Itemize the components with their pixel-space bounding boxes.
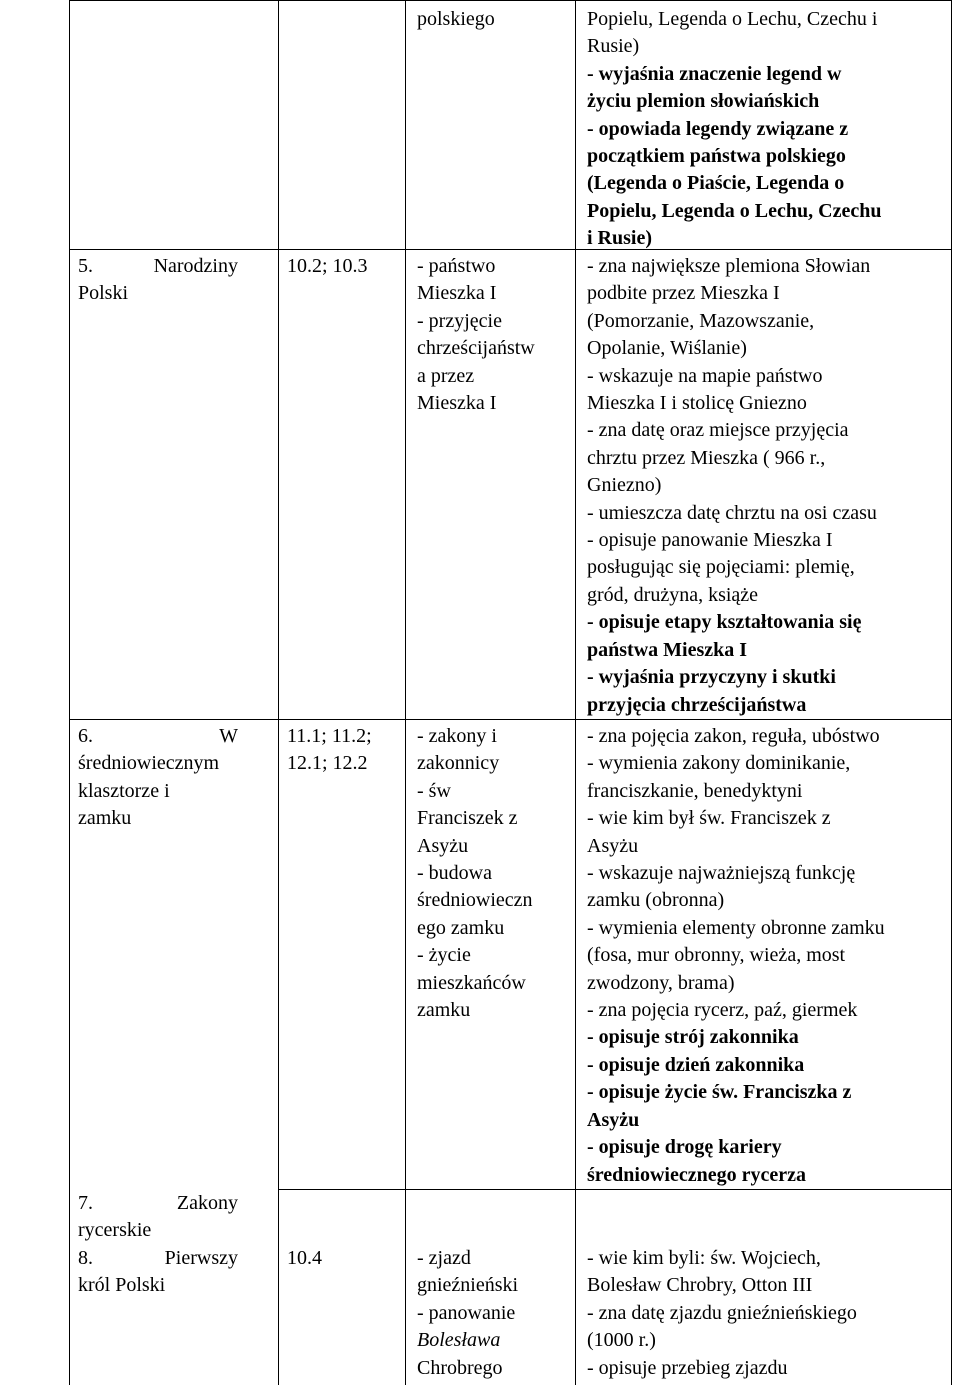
requirement-line: zamku (obronna)	[587, 889, 725, 912]
topic-line: - przyjęcie	[417, 309, 502, 332]
row-separator-3	[278, 1189, 952, 1190]
topic-line: gnieźnieński	[417, 1274, 519, 1297]
requirement-line: franciszkanie, benedyktyni	[587, 779, 803, 802]
requirement-line: - wymienia zakony dominikanie,	[587, 752, 851, 775]
requirement-line: Popielu, Legenda o Lechu, Czechu	[587, 199, 882, 222]
requirement-line: - zna największe plemiona Słowian	[587, 255, 871, 277]
topic-line: - państwo	[417, 255, 496, 277]
topic-cell	[417, 6, 495, 33]
lesson-title-line: 6. W	[78, 725, 238, 747]
requirement-line: Rusie)	[587, 35, 640, 58]
topic-line: - św	[417, 779, 451, 802]
requirement-line: Asyżu	[587, 1108, 640, 1131]
requirement-line: - opisuje drogę kariery	[587, 1136, 782, 1159]
topic-line: Chrobrego	[417, 1356, 503, 1379]
requirement-line: (Legenda o Piaście, Legenda o	[587, 172, 845, 195]
curriculum-code: 12.1; 12.2	[287, 752, 368, 775]
lesson-title-cell	[78, 253, 238, 308]
lesson-title-cell	[78, 1190, 238, 1300]
requirement-line: Popielu, Legenda o Lechu, Czechu i	[587, 8, 878, 30]
requirements-cell	[587, 1245, 857, 1382]
topic-line: zamku	[417, 999, 471, 1022]
requirement-line: (Pomorzanie, Mazowszanie,	[587, 309, 815, 332]
lesson-title-line: Polski	[78, 282, 129, 305]
topic-line: Franciszek z	[417, 807, 518, 830]
curriculum-code: 10.2; 10.3	[287, 255, 368, 277]
lesson-title-line: rycerskie	[78, 1219, 152, 1242]
requirement-line: chrztu przez Mieszka ( 966 r.,	[587, 446, 826, 469]
requirement-line: - opisuje życie św. Franciszka z	[587, 1081, 852, 1104]
requirement-line: - wskazuje na mapie państwo	[587, 364, 823, 387]
lesson-title-line: 5. Narodziny	[78, 255, 238, 277]
table-border-right	[951, 0, 952, 1385]
topic-line: Asyżu	[417, 834, 469, 857]
topic-line: polskiego	[417, 8, 495, 30]
requirement-line: Bolesław Chrobry, Otton III	[587, 1274, 813, 1297]
requirement-line: - wymienia elementy obronne zamku	[587, 916, 885, 939]
requirement-line: - wskazuje najważniejszą funkcję	[587, 862, 856, 885]
topic-cell	[417, 253, 535, 417]
requirement-line: - opisuje etapy kształtowania się	[587, 611, 862, 634]
topic-line: ego zamku	[417, 916, 505, 939]
curriculum-code-cell	[287, 723, 372, 778]
requirement-line: - zna datę zjazdu gnieźnieńskiego	[587, 1301, 857, 1324]
requirement-line: i Rusie)	[587, 227, 652, 250]
topic-line: Mieszka I	[417, 392, 497, 415]
requirement-line: przyjęcia chrześcijaństwa	[587, 693, 807, 716]
curriculum-code: 11.1; 11.2;	[287, 725, 372, 747]
requirement-line: Opolanie, Wiślanie)	[587, 337, 747, 360]
requirement-line: państwa Mieszka I	[587, 638, 748, 661]
requirement-line: - wyjaśnia przyczyny i skutki	[587, 666, 836, 689]
requirement-line: Gniezno)	[587, 474, 662, 497]
topic-line: średniowieczn	[417, 889, 533, 912]
requirement-line: - opisuje strój zakonnika	[587, 1026, 799, 1049]
table-border-col1	[278, 0, 279, 1385]
topic-line: - panowanie	[417, 1301, 516, 1324]
requirement-line: początkiem państwa polskiego	[587, 145, 846, 168]
table-border-col2	[405, 0, 406, 1385]
lesson-title-line: 7. Zakony	[78, 1192, 238, 1214]
topic-line: a przez	[417, 364, 475, 387]
requirement-line: Asyżu	[587, 834, 639, 857]
requirements-cell	[587, 253, 877, 719]
requirement-line: gród, drużyna, książe	[587, 583, 759, 606]
requirement-line: - zna pojęcia zakon, reguła, ubóstwo	[587, 725, 880, 747]
requirement-line: - umieszcza datę chrztu na osi czasu	[587, 501, 877, 524]
requirement-line: posługując się pojęciami: plemię,	[587, 556, 855, 579]
topic-line: - budowa	[417, 862, 492, 885]
requirement-line: średniowiecznego rycerza	[587, 1163, 806, 1186]
requirement-line: - opisuje przebieg zjazdu	[587, 1356, 788, 1379]
topic-line: chrześcijaństw	[417, 337, 535, 360]
topic-cell	[417, 723, 533, 1024]
lesson-title-line: klasztorze i	[78, 779, 170, 802]
topic-line: zakonnicy	[417, 752, 500, 775]
requirement-line: - wie kim byli: św. Wojciech,	[587, 1247, 821, 1269]
lesson-title-line: średniowiecznym	[78, 752, 220, 775]
lesson-title-line: król Polski	[78, 1274, 166, 1297]
requirement-line: Mieszka I i stolicę Gniezno	[587, 392, 807, 415]
curriculum-code: 10.4	[287, 1247, 322, 1269]
requirement-line: - zna pojęcia rycerz, paź, giermek	[587, 999, 858, 1022]
lesson-title-cell	[78, 723, 238, 833]
table-border-left	[69, 0, 70, 1385]
requirement-line: - wyjaśnia znaczenie legend w	[587, 62, 842, 85]
topic-line: - zjazd	[417, 1247, 471, 1269]
requirements-cell	[587, 723, 885, 1189]
requirements-cell	[587, 6, 881, 253]
requirement-line: - opisuje panowanie Mieszka I	[587, 529, 833, 552]
curriculum-code-cell	[287, 253, 368, 280]
requirement-line: podbite przez Mieszka I	[587, 282, 780, 305]
requirement-line: zwodzony, brama)	[587, 971, 735, 994]
lesson-title-line: 8. Pierwszy	[78, 1246, 238, 1269]
topic-line: mieszkańców	[417, 971, 526, 994]
topic-line: - zakony i	[417, 725, 497, 747]
curriculum-code-cell	[287, 1245, 322, 1272]
topic-line: - życie	[417, 944, 471, 967]
requirement-line: - opowiada legendy związane z	[587, 117, 849, 140]
table-border-top	[69, 0, 952, 1]
lesson-title-line: zamku	[78, 807, 132, 830]
table-border-col3	[575, 0, 576, 1385]
requirement-line: (1000 r.)	[587, 1329, 656, 1352]
topic-line: Bolesława	[417, 1329, 501, 1352]
topic-cell	[417, 1245, 518, 1382]
row-separator-2	[69, 719, 952, 720]
requirement-line: (fosa, mur obronny, wieża, most	[587, 944, 846, 967]
requirement-line: - zna datę oraz miejsce przyjęcia	[587, 419, 849, 442]
requirement-line: - wie kim był św. Franciszek z	[587, 807, 831, 830]
requirement-line: życiu plemion słowiańskich	[587, 90, 820, 113]
requirement-line: - opisuje dzień zakonnika	[587, 1053, 805, 1076]
topic-line: Mieszka I	[417, 282, 497, 305]
